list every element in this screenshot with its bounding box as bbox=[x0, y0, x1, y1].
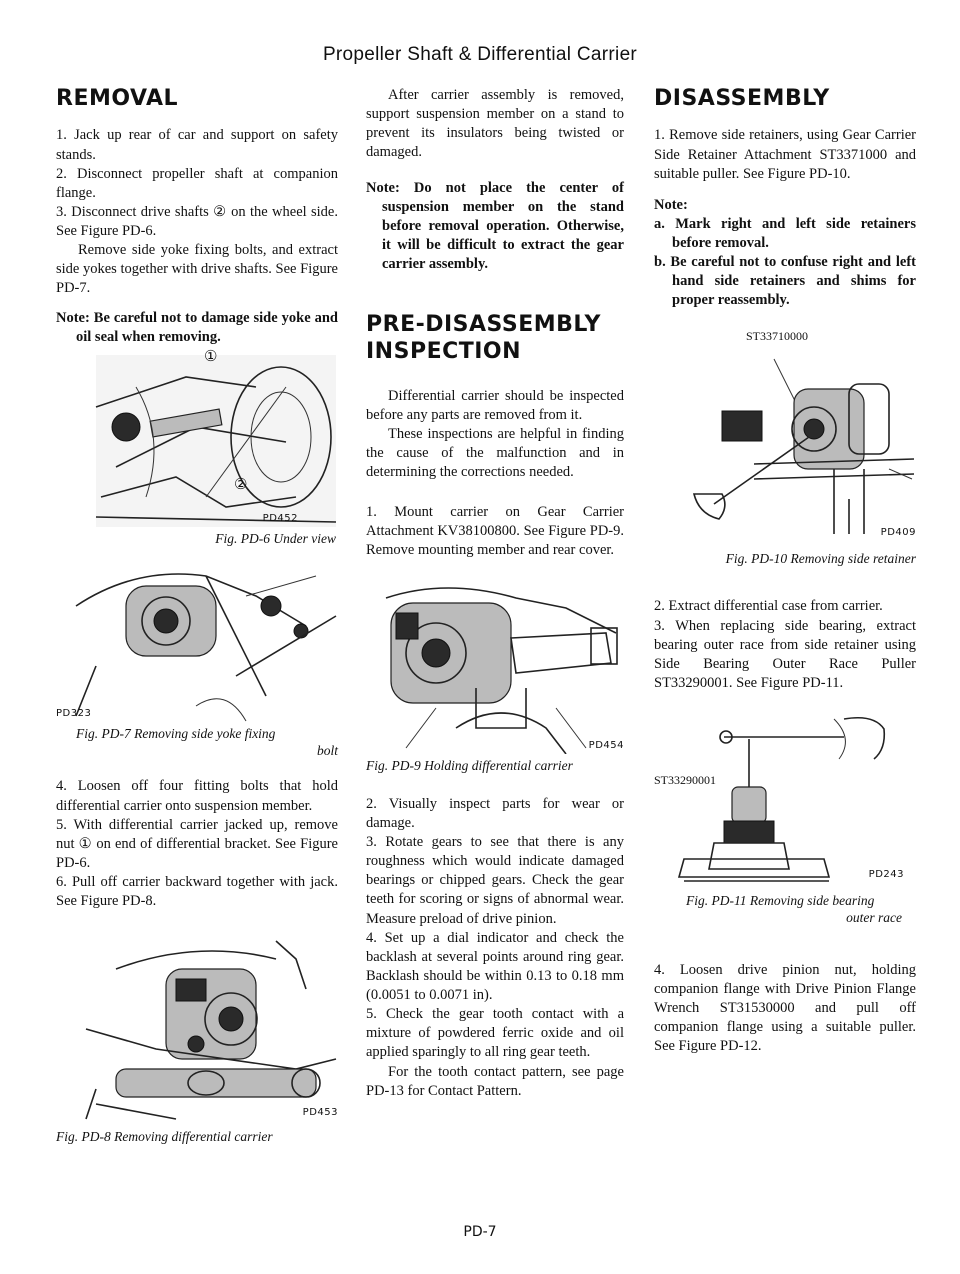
disassembly-step-3: 3. When replacing side bearing, extract bearing outer race from side retainer using Side Bearing Outer Race Puller ST33290001. See Figure PD-11. bbox=[654, 617, 916, 691]
tool-label-st33710000: ST33710000 bbox=[746, 328, 809, 343]
under-view-illustration bbox=[56, 347, 338, 531]
figure-pd8 bbox=[56, 929, 338, 1123]
section-title-removal: REMOVAL bbox=[56, 86, 179, 111]
disassembly-step-1: 1. Remove side retainers, using Gear Carrier Side Retainer Attachment ST3371000 and suitable puller. See Figure PD-10. bbox=[654, 127, 916, 182]
removal-step-2: 2. Disconnect propeller shaft at companion flange. bbox=[56, 165, 338, 201]
disassembly-step-2: 2. Extract differential case from carrier. bbox=[654, 598, 883, 615]
figure-pd10 bbox=[654, 329, 916, 539]
inspection-step-4: 4. Set up a dial indicator and check the backlash at several points around ring gear. Backlash should be within 0.13 to 0.18 mm (0.0051 to 0.0071 in). bbox=[366, 929, 624, 1004]
figure-code-pd323: PD323 bbox=[56, 707, 92, 719]
figure-pd9 bbox=[366, 578, 624, 754]
disassembly-step-4: 4. Loosen drive pinion nut, holding companion flange with Drive Pinion Flange Wrench ST31530000 and pull off companion flange using a suitable puller. See Figure PD-12. bbox=[654, 961, 916, 1055]
middle-note: Note: Do not place the center of suspension member on the stand before removal operation. Otherwise, it will be difficult to extract the gear carrier assembly. bbox=[366, 179, 624, 272]
intro-paragraph: After carrier assembly is removed, support suspension member on a stand to prevent its insulators being twisted or damaged. bbox=[366, 87, 624, 161]
inspection-step-5: 5. Check the gear tooth contact with a mixture of powdered ferric oxide and oil applied sparingly to all ring gear teeth. bbox=[366, 1006, 624, 1061]
removal-step-6: 6. Pull off carrier backward together with jack. See Figure PD-8. bbox=[56, 874, 338, 910]
carrier-removal-illustration bbox=[56, 929, 338, 1123]
caption-fig-pd7: Fig. PD-7 Removing side yoke fixing bbox=[76, 725, 276, 741]
inspection-paragraph-last: For the tooth contact pattern, see page PD-13 for Contact Pattern. bbox=[366, 1063, 624, 1099]
removal-note: Note: Be careful not to damage side yoke and oil seal when removing. bbox=[56, 309, 338, 345]
side-retainer-illustration bbox=[654, 329, 916, 539]
column-pre-disassembly bbox=[366, 86, 624, 1101]
callout-2: ② bbox=[234, 476, 248, 493]
disassembly-note-a: a. Mark right and left side retainers before removal. bbox=[654, 215, 916, 252]
callout-1: ① bbox=[204, 348, 218, 365]
figure-pd7 bbox=[56, 556, 338, 726]
figure-pd11 bbox=[654, 709, 916, 887]
figure-code-pd453: PD453 bbox=[302, 1107, 338, 1119]
inspection-step-2: 2. Visually inspect parts for wear or damage. bbox=[366, 795, 624, 831]
removal-step-5: 5. With differential carrier jacked up, remove nut ① on end of differential bracket. See Figure PD-6. bbox=[56, 816, 338, 871]
inspection-paragraph-1: Differential carrier should be inspected before any parts are removed from it. bbox=[366, 387, 624, 424]
caption-fig-pd10: Fig. PD-10 Removing side retainer bbox=[725, 550, 916, 566]
caption-fig-pd7-cont: bolt bbox=[316, 742, 338, 758]
disassembly-note-b: b. Be careful not to confuse right and left hand side retainers and shims for proper reassembly. bbox=[654, 254, 916, 309]
caption-fig-pd9: Fig. PD-9 Holding differential carrier bbox=[366, 757, 573, 773]
holding-carrier-illustration bbox=[366, 578, 624, 754]
inspection-step-3: 3. Rotate gears to see that there is any roughness which would indicate damaged bearings or chipped gears. Check the gear teeth for scoring or signs of abnormal wear. Measure preload of drive pinion. bbox=[366, 834, 624, 927]
caption-fig-pd6: Fig. PD-6 Under view bbox=[215, 530, 336, 546]
section-title-disassembly: DISASSEMBLY bbox=[654, 86, 830, 111]
section-title-pre-disassembly bbox=[366, 312, 624, 365]
removal-step-4: 4. Loosen off four fitting bolts that hold differential carrier onto suspension member. bbox=[56, 778, 338, 814]
removal-step-1: 1. Jack up rear of car and support on safety stands. bbox=[56, 127, 338, 163]
figure-code-pd243: PD243 bbox=[868, 869, 904, 881]
page-header: Propeller Shaft & Differential Carrier bbox=[322, 44, 638, 65]
figure-code-pd452: PD452 bbox=[262, 512, 298, 524]
tool-label-st33290001: ST33290001 bbox=[654, 773, 717, 788]
side-yoke-illustration bbox=[56, 556, 338, 726]
inspection-step-1: 1. Mount carrier on Gear Carrier Attachment KV38100800. See Figure PD-9. Remove mounting member and rear cover. bbox=[366, 503, 624, 558]
figure-code-pd454: PD454 bbox=[588, 739, 624, 751]
caption-fig-pd11-cont: outer race bbox=[846, 909, 902, 925]
figure-pd6 bbox=[56, 347, 338, 531]
removal-step-3: 3. Disconnect drive shafts ② on the wheel side. See Figure PD-6. bbox=[56, 203, 338, 240]
column-removal bbox=[56, 86, 338, 1146]
caption-fig-pd11: Fig. PD-11 Removing side bearing bbox=[686, 893, 875, 909]
outer-race-puller-illustration bbox=[654, 709, 916, 887]
section-title-line-1: PRE-DISASSEMBLY bbox=[366, 312, 601, 338]
section-title-line-2: INSPECTION bbox=[366, 338, 522, 364]
disassembly-note-label: Note: bbox=[654, 196, 688, 213]
column-disassembly bbox=[654, 86, 916, 1056]
caption-fig-pd8: Fig. PD-8 Removing differential carrier bbox=[56, 1129, 273, 1145]
inspection-paragraph-2: These inspections are helpful in finding the cause of the malfunction and in determining the corrections needed. bbox=[366, 426, 624, 481]
removal-step-3-cont: Remove side yoke fixing bolts, and extract side yokes together with drive shafts. See Figure PD-7. bbox=[56, 242, 338, 297]
page-number: PD-7 bbox=[463, 1224, 497, 1240]
figure-code-pd409: PD409 bbox=[880, 526, 916, 538]
